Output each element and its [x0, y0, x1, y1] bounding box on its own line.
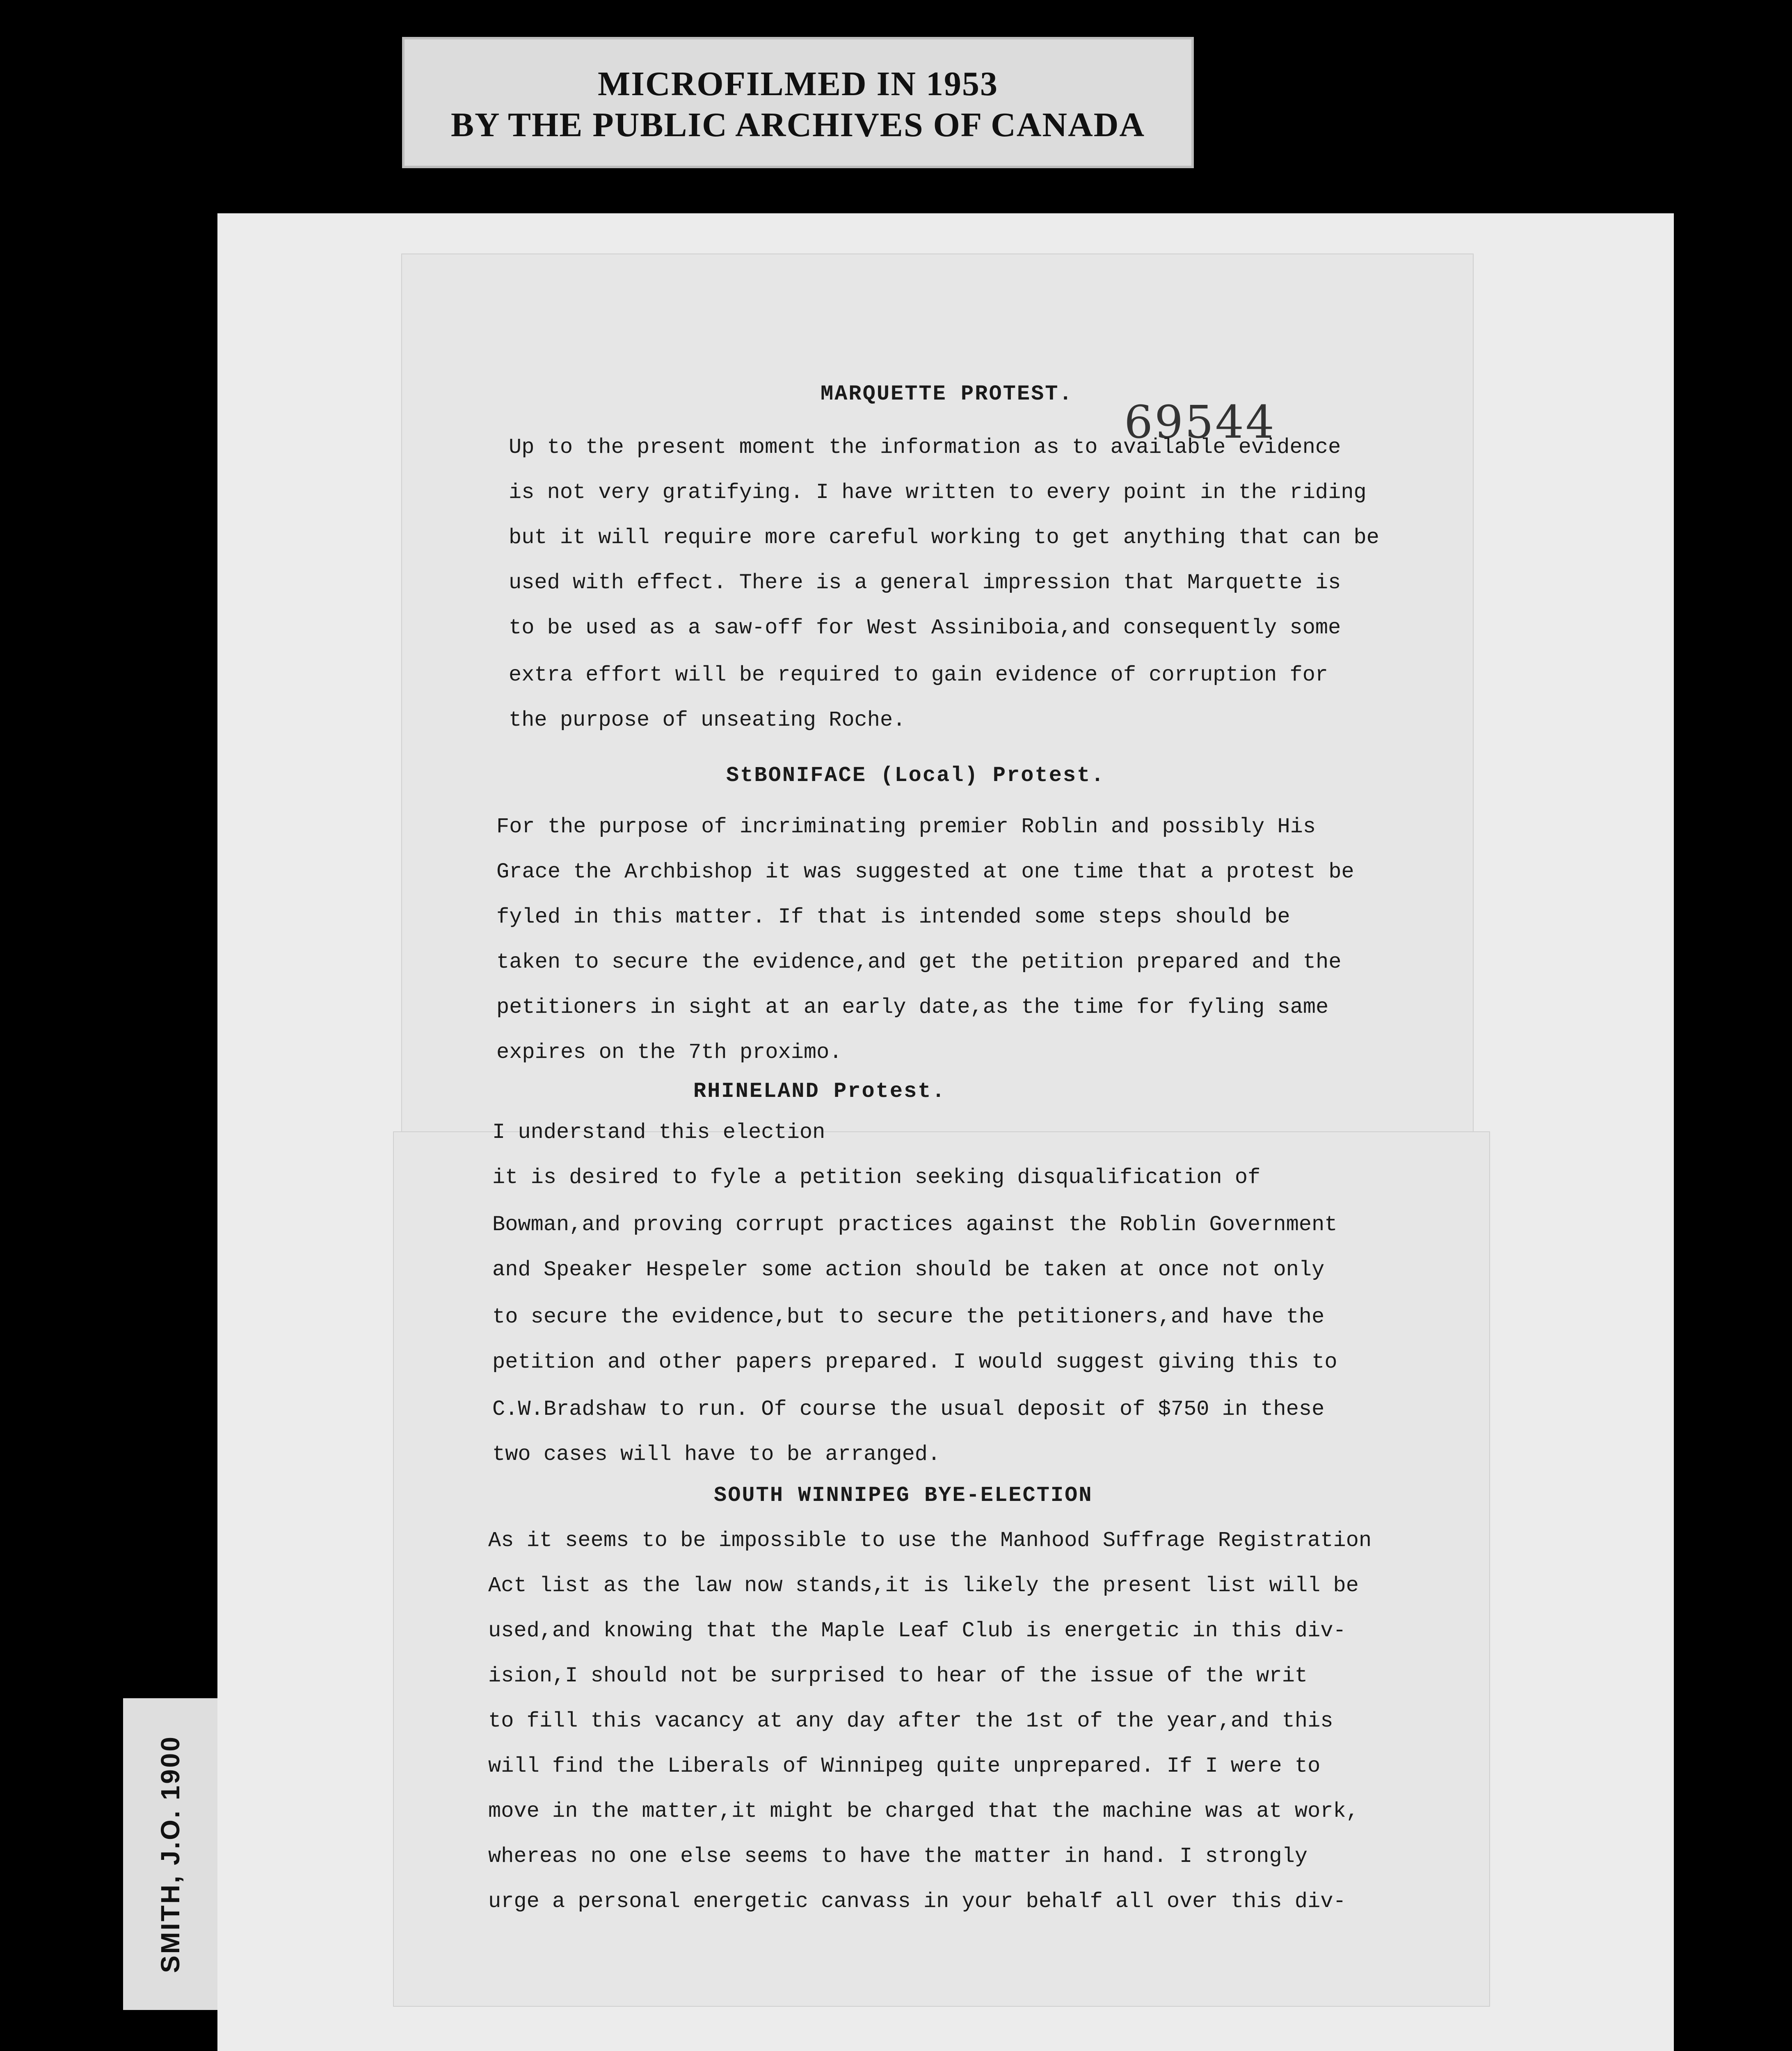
section-heading: StBONIFACE (Local) Protest. — [726, 763, 1105, 788]
text-line: it is desired to fyle a petition seeking disqualification of — [492, 1165, 1261, 1190]
text-line: As it seems to be impossible to use the Manhood Suffrage Registration — [488, 1528, 1372, 1553]
section-heading: RHINELAND Protest. — [693, 1079, 946, 1103]
document-sheet — [217, 213, 1674, 2051]
text-line: C.W.Bradshaw to run. Of course the usual deposit of $750 in these — [492, 1397, 1325, 1421]
text-line: is not very gratifying. I have written to every point in the riding — [509, 480, 1367, 505]
text-line: move in the matter,it might be charged that the machine was at work, — [488, 1799, 1359, 1823]
text-line: used,and knowing that the Maple Leaf Club is energetic in this div- — [488, 1619, 1346, 1643]
text-line: Up to the present moment the information as to available evidence — [509, 435, 1341, 459]
text-line: urge a personal energetic canvass in your behalf all over this div- — [488, 1889, 1346, 1914]
text-line: whereas no one else seems to have the matter in hand. I strongly — [488, 1844, 1308, 1868]
text-line: extra effort will be required to gain evidence of corruption for — [509, 663, 1328, 687]
text-line: will find the Liberals of Winnipeg quite unprepared. If I were to — [488, 1754, 1321, 1778]
text-line: used with effect. There is a general impression that Marquette is — [509, 571, 1341, 595]
text-line: but it will require more careful working to get anything that can be — [509, 525, 1379, 550]
archive-file-tab — [123, 1698, 217, 2010]
archive-file-label: SMITH, J.O. 1900 — [155, 1735, 185, 1973]
text-line: and Speaker Hespeler some action should be taken at once not only — [492, 1258, 1325, 1282]
page-number-stamp: 69544 — [1124, 396, 1276, 448]
text-line: ision,I should not be surprised to hear of the issue of the writ — [488, 1664, 1308, 1688]
text-line: two cases will have to be arranged. — [492, 1442, 941, 1466]
text-line: taken to secure the evidence,and get the petition prepared and the — [496, 950, 1342, 974]
text-line: to fill this vacancy at any day after the 1st of the year,and this — [488, 1709, 1333, 1733]
banner-line-1: MICROFILMED IN 1953 — [598, 65, 998, 103]
text-line: to be used as a saw-off for West Assiniboia,and consequently some — [509, 616, 1341, 640]
banner-line-2: BY THE PUBLIC ARCHIVES OF CANADA — [450, 106, 1145, 144]
text-line: to secure the evidence,but to secure the petitioners,and have the — [492, 1305, 1325, 1329]
text-line: petitioners in sight at an early date,as the time for fyling same — [496, 995, 1329, 1019]
text-line: Act list as the law now stands,it is likely the present list will be — [488, 1574, 1359, 1598]
section-heading: MARQUETTE PROTEST. — [821, 382, 1073, 406]
text-line: For the purpose of incriminating premier Roblin and possibly His — [496, 815, 1316, 839]
text-line: fyled in this matter. If that is intended some steps should be — [496, 905, 1290, 929]
microfilm-banner — [402, 37, 1194, 168]
text-line: petition and other papers prepared. I would suggest giving this to — [492, 1350, 1337, 1374]
text-line: expires on the 7th proximo. — [496, 1040, 842, 1064]
section-heading: SOUTH WINNIPEG BYE-ELECTION — [714, 1483, 1093, 1507]
text-line: Grace the Archbishop it was suggested at one time that a protest be — [496, 860, 1354, 884]
text-line: I understand this election — [492, 1120, 825, 1144]
text-line: Bowman,and proving corrupt practices against the Roblin Government — [492, 1213, 1337, 1237]
text-line: the purpose of unseating Roche. — [509, 708, 906, 732]
